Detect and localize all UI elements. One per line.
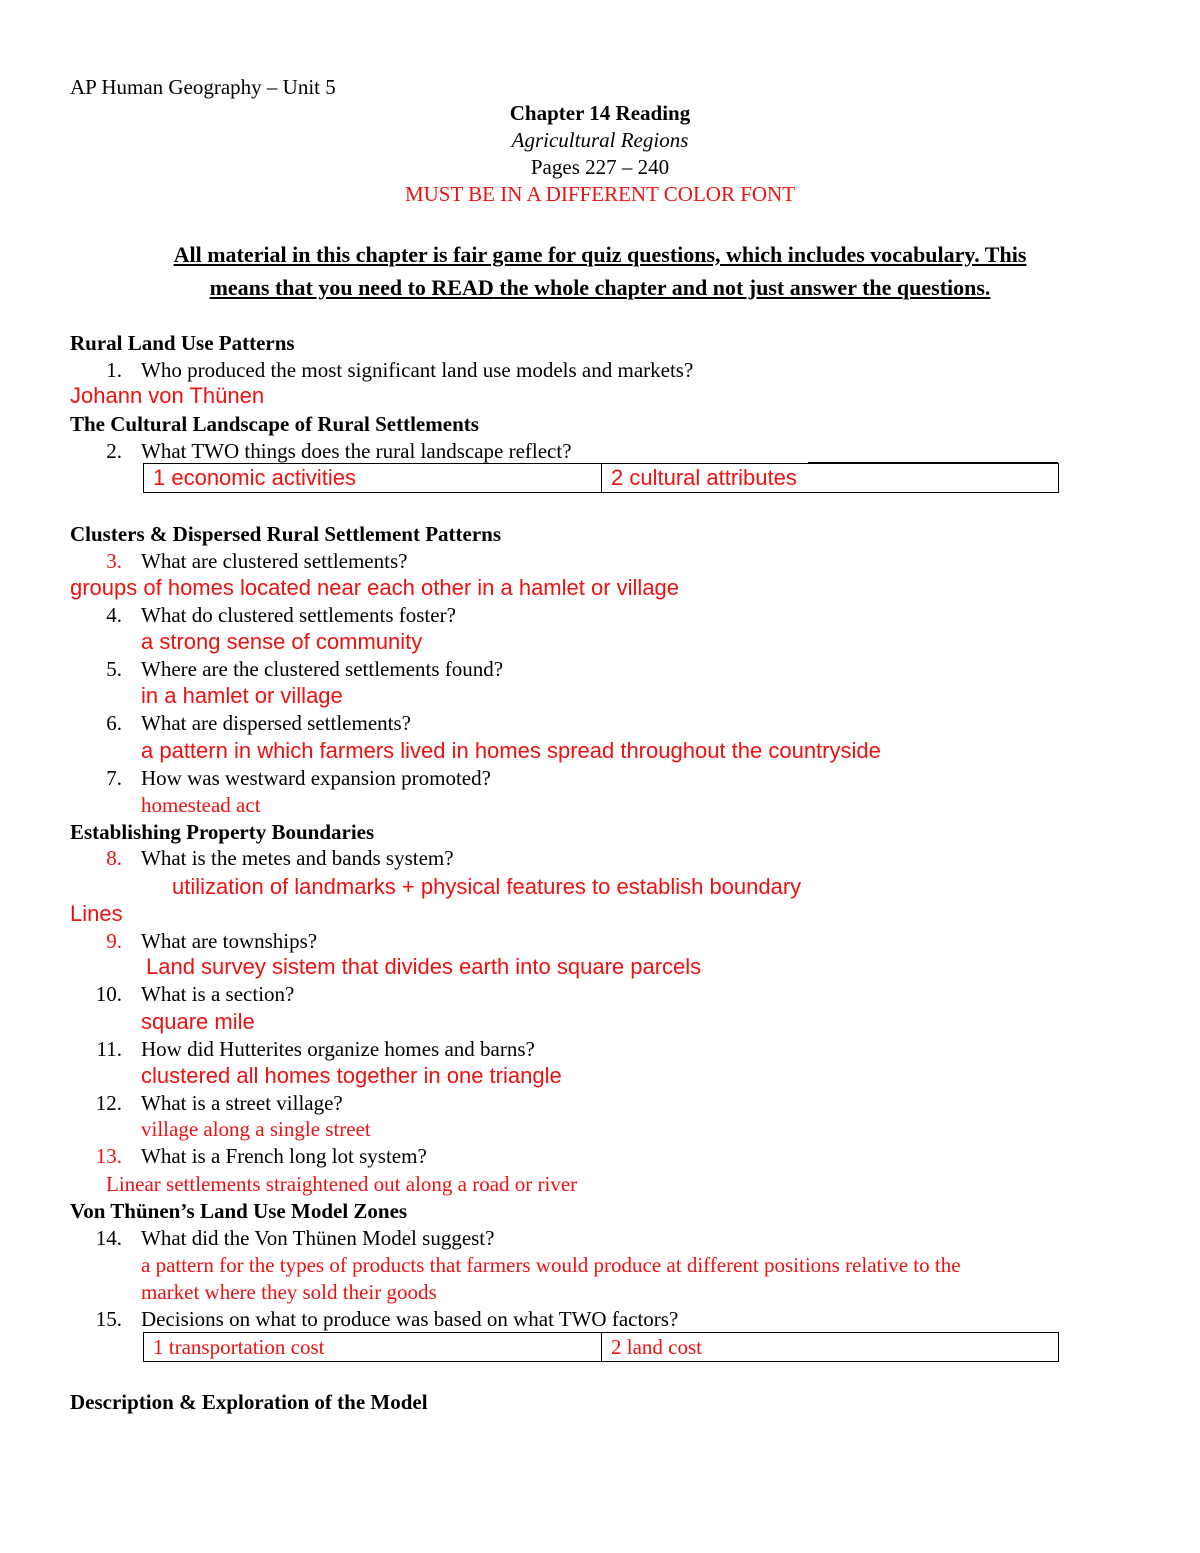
warning-text-b: the whole chapter and not just answer the questions.	[493, 275, 991, 300]
question-text: Decisions on what to produce was based on what TWO factors?	[141, 1307, 679, 1331]
question-text: What are clustered settlements?	[141, 549, 408, 573]
answer-text-continued: market where they sold their goods	[141, 1280, 437, 1304]
question-text: What do clustered settlements foster?	[141, 603, 456, 627]
question-text: How did Hutterites organize homes and barns?	[141, 1037, 535, 1061]
answer-cell: 2 cultural attributes	[611, 465, 797, 490]
section-description: Description & Exploration of the Model	[70, 1390, 428, 1414]
answer-text: square mile	[141, 1009, 255, 1034]
question-number: 15.	[95, 1307, 122, 1331]
section-rural-land-use: Rural Land Use Patterns	[70, 331, 295, 355]
question-number: 5.	[106, 657, 122, 681]
answer-text: clustered all homes together in one triangle	[141, 1063, 562, 1088]
question-number: 6.	[106, 711, 122, 735]
warning-line-2	[0, 277, 1200, 299]
answer-text: Land survey sistem that divides earth into square parcels	[146, 954, 702, 979]
color-instruction: MUST BE IN A DIFFERENT COLOR FONT	[404, 182, 796, 206]
answer-table	[143, 463, 1059, 493]
warning-line-1: All material in this chapter is fair game for quiz questions, which includes vocabulary. This	[173, 242, 1027, 267]
question-number: 2.	[106, 439, 122, 463]
question-text: How was westward expansion promoted?	[141, 766, 491, 790]
question-text: What are dispersed settlements?	[141, 711, 411, 735]
answer-text: a pattern in which farmers lived in homes spread throughout the countryside	[141, 738, 881, 763]
question-number: 10.	[95, 982, 122, 1006]
answer-table	[143, 1332, 1059, 1362]
answer-cell: 1 economic activities	[153, 465, 356, 490]
answer-text: in a hamlet or village	[141, 683, 343, 708]
section-von-thunen: Von Thünen’s Land Use Model Zones	[70, 1199, 408, 1223]
answer-text: Johann von Thünen	[70, 383, 265, 408]
answer-text: Linear settlements straightened out along a road or river	[106, 1172, 578, 1196]
question-number: 12.	[95, 1091, 122, 1115]
section-clusters: Clusters & Dispersed Rural Settlement Patterns	[70, 522, 502, 546]
page-range: Pages 227 – 240	[530, 155, 670, 179]
answer-text: groups of homes located near each other in a hamlet or village	[70, 575, 680, 600]
answer-cell: 1 transportation cost	[153, 1335, 325, 1359]
question-number: 8.	[106, 846, 122, 870]
answer-cell: 2 land cost	[611, 1335, 702, 1359]
chapter-subtitle: Agricultural Regions	[511, 128, 689, 152]
course-title: AP Human Geography – Unit 5	[70, 75, 336, 99]
question-text: Who produced the most significant land use models and markets?	[141, 358, 694, 382]
question-text: What are townships?	[141, 929, 318, 953]
question-number: 14.	[95, 1226, 122, 1250]
question-number: 4.	[106, 603, 122, 627]
question-text: What TWO things does the rural landscape reflect?	[141, 439, 572, 463]
answer-text-continued: Lines	[70, 901, 123, 926]
question-number: 7.	[106, 766, 122, 790]
question-number: 1.	[106, 358, 122, 382]
question-number: 9.	[106, 929, 122, 953]
section-cultural-landscape: The Cultural Landscape of Rural Settlements	[70, 412, 479, 436]
question-text: What is a street village?	[141, 1091, 343, 1115]
section-property-boundaries: Establishing Property Boundaries	[70, 820, 375, 844]
question-text: What is a French long lot system?	[141, 1144, 427, 1168]
answer-text: a pattern for the types of products that farmers would produce at different positions relative to the	[141, 1253, 961, 1277]
question-text: What did the Von Thünen Model suggest?	[141, 1226, 495, 1250]
question-number: 3.	[106, 549, 122, 573]
chapter-title: Chapter 14 Reading	[509, 101, 691, 125]
question-text: What is a section?	[141, 982, 295, 1006]
question-text: What is the metes and bands system?	[141, 846, 454, 870]
question-text: Where are the clustered settlements found?	[141, 657, 504, 681]
question-number: 13.	[95, 1144, 122, 1168]
question-number: 11.	[96, 1037, 122, 1061]
answer-text: a strong sense of community	[141, 629, 423, 654]
warning-text-a: means that you need to	[209, 275, 432, 300]
warning-read: READ	[431, 275, 494, 300]
answer-text: utilization of landmarks + physical features to establish boundary	[172, 874, 802, 899]
answer-text: village along a single street	[141, 1117, 371, 1141]
answer-text: homestead act	[141, 793, 261, 817]
